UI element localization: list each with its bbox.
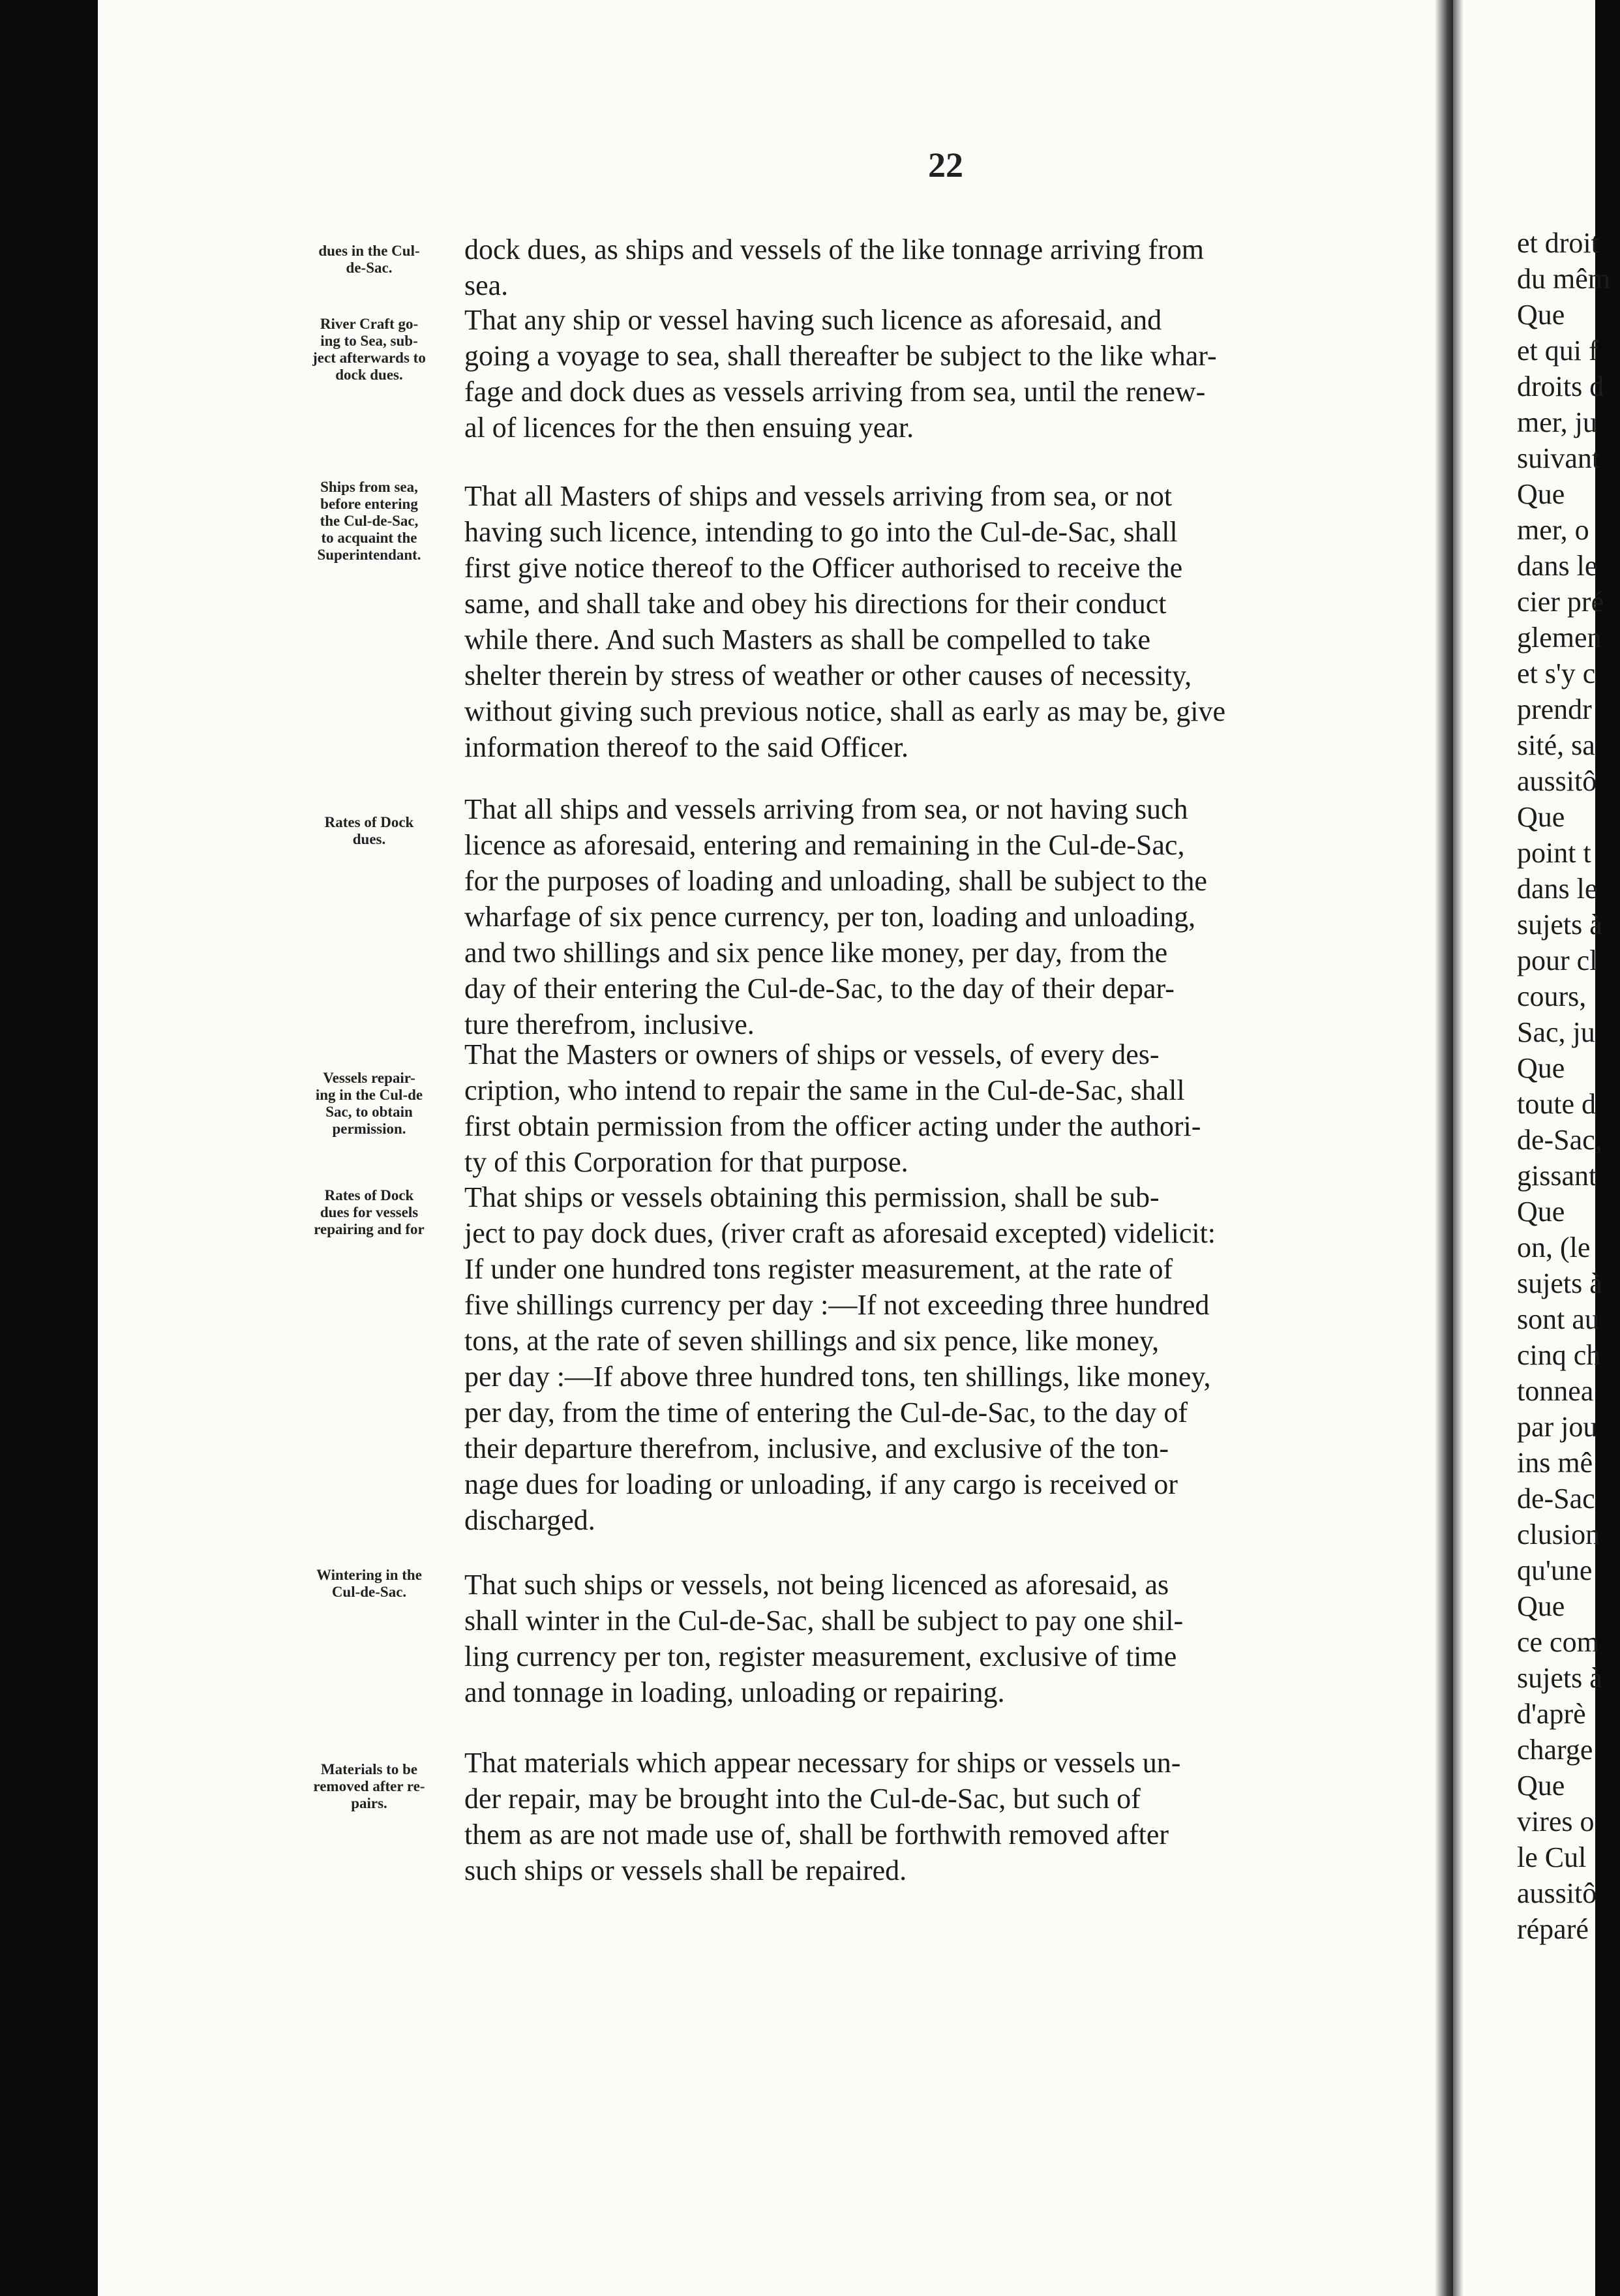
- facing-page-line: ce com: [1517, 1626, 1599, 1658]
- facing-page-line: sujets à: [1517, 1662, 1602, 1694]
- facing-page-line: mer, o: [1517, 514, 1589, 546]
- paragraph: That all ships and vessels arriving from sea, or not having such licence as aforesaid, entering and remaining in the Cul-de-Sac, for the purposes of loading and unloading, shall be subject to the wharfage of six pence currency, per ton, loading and unloading, and two shillings and six pence like money, per day, from the day of their entering the Cul-de-Sac, to the day of their depar- ture therefrom, inclusive.: [464, 793, 1207, 1040]
- facing-page-line: tonnea: [1517, 1375, 1594, 1407]
- facing-page-line: aussitô: [1517, 1877, 1597, 1909]
- facing-page-line: prendr: [1517, 693, 1592, 725]
- facing-page-line: gissant: [1517, 1160, 1597, 1192]
- facing-page-line: et droit: [1517, 227, 1599, 259]
- facing-page-line: cours,: [1517, 980, 1587, 1012]
- facing-page-line: sont au: [1517, 1303, 1599, 1335]
- facing-page-line: Sac, ju: [1517, 1016, 1595, 1048]
- facing-page-line: de-Sac,: [1517, 1124, 1602, 1156]
- facing-page-line: Que: [1517, 478, 1565, 510]
- sidenote: River Craft go- ing to Sea, sub- ject afterwards to dock dues.: [312, 316, 426, 383]
- facing-page-line: du mêm: [1517, 263, 1610, 295]
- facing-page-line: mer, ju: [1517, 406, 1597, 438]
- facing-page-line: sujets à: [1517, 909, 1602, 941]
- facing-page-line: glemen: [1517, 622, 1602, 654]
- facing-page-line: d'aprè: [1517, 1698, 1586, 1730]
- paragraph: That such ships or vessels, not being licenced as aforesaid, as shall winter in the Cul-de-Sac, shall be subject to pay one shil- ling currency per ton, register measurement, exclusive of time and tonnage in loading, unloading or repairing.: [464, 1569, 1184, 1708]
- sidenote: Ships from sea, before entering the Cul-de-Sac, to acquaint the Superintendant.: [317, 479, 421, 563]
- facing-page-line: et s'y c: [1517, 657, 1596, 689]
- sidenote: Rates of Dock dues for vessels repairing and for: [314, 1187, 425, 1237]
- facing-page-line: qu'une: [1517, 1554, 1593, 1586]
- facing-page-line: cier pré: [1517, 586, 1604, 618]
- paragraph: That ships or vessels obtaining this permission, shall be sub- ject to pay dock dues, (river craft as aforesaid excepted) videlicit: If under one hundred tons register measurement, at the rate of five shillings currency per day :—If not exceeding three hundred tons, at the rate of seven shillings and six pence, like money, per day :—If above three hundred tons, ten shillings, like money, per day, from the time of entering the Cul-de-Sac, to the day of their departure therefrom, inclusive, and exclusive of the ton- nage dues for loading or unloading, if any cargo is received or discharged.: [464, 1181, 1216, 1536]
- facing-page-line: Que: [1517, 299, 1565, 331]
- paragraph: That all Masters of ships and vessels arriving from sea, or not having such licence, intending to go into the Cul-de-Sac, shall first give notice thereof to the Officer authorised to receive the same, and shall take and obey his directions for their conduct while there. And such Masters as shall be compelled to take shelter therein by stress of weather or other causes of necessity, without giving such previous notice, shall as early as may be, give information thereof to the said Officer.: [464, 480, 1225, 763]
- facing-page-line: droits d: [1517, 370, 1604, 402]
- facing-page-line: charge: [1517, 1734, 1593, 1766]
- facing-page-line: on, (le: [1517, 1231, 1591, 1263]
- facing-page-line: sujets à: [1517, 1267, 1602, 1299]
- sidenote: Materials to be removed after re- pairs.: [313, 1761, 425, 1811]
- facing-page-line: dans le: [1517, 550, 1598, 582]
- sidenote: Wintering in the Cul-de-Sac.: [316, 1567, 422, 1600]
- facing-page-line: de-Sac: [1517, 1483, 1595, 1515]
- paragraph: That materials which appear necessary for ships or vessels un- der repair, may be brought into the Cul-de-Sac, but such of them as are not made use of, shall be forthwith removed after such ships or vessels shall be repaired.: [464, 1747, 1181, 1886]
- facing-page-line: Que: [1517, 1052, 1565, 1084]
- facing-page-line: toute d: [1517, 1088, 1596, 1120]
- facing-page-line: clusion: [1517, 1518, 1600, 1550]
- facing-page-line: le Cul: [1517, 1841, 1587, 1873]
- facing-page-line: pour cl: [1517, 944, 1598, 976]
- facing-page-line: sité, sa: [1517, 729, 1595, 761]
- sidenote: dues in the Cul- de-Sac.: [318, 243, 420, 276]
- facing-page-line: Que: [1517, 1196, 1565, 1228]
- paragraph: dock dues, as ships and vessels of the like tonnage arriving from sea.: [464, 234, 1204, 301]
- facing-page-line: réparé: [1517, 1913, 1589, 1945]
- page-number: 22: [928, 145, 963, 185]
- facing-page-line: vires o: [1517, 1805, 1595, 1837]
- sidenote: Rates of Dock dues.: [324, 814, 414, 847]
- facing-page-line: Que: [1517, 1770, 1565, 1802]
- facing-page-line: cinq ch: [1517, 1339, 1601, 1371]
- facing-page-line: Que: [1517, 1590, 1565, 1622]
- facing-page-line: et qui f: [1517, 335, 1598, 367]
- facing-page-line: par jou: [1517, 1411, 1598, 1443]
- facing-page-line: ins mê: [1517, 1447, 1593, 1479]
- facing-page-line: Que: [1517, 801, 1565, 833]
- facing-page-line: aussitô: [1517, 765, 1597, 797]
- facing-page-line: point t: [1517, 837, 1591, 869]
- sidenote: Vessels repair- ing in the Cul-de Sac, to obtain permission.: [315, 1070, 423, 1137]
- paragraph: That the Masters or owners of ships or vessels, of every des- cription, who intend to repair the same in the Cul-de-Sac, shall first obtain permission from the officer acting under the authori- ty of this Corporation for that purpose.: [464, 1038, 1201, 1178]
- paragraph: That any ship or vessel having such licence as aforesaid, and going a voyage to sea, shall thereafter be subject to the like whar- fage and dock dues as vessels arriving from sea, until the renew- al of licences for the then ensuing year.: [464, 304, 1217, 444]
- facing-page-line: dans le: [1517, 873, 1598, 905]
- facing-page-line: suivant: [1517, 442, 1600, 474]
